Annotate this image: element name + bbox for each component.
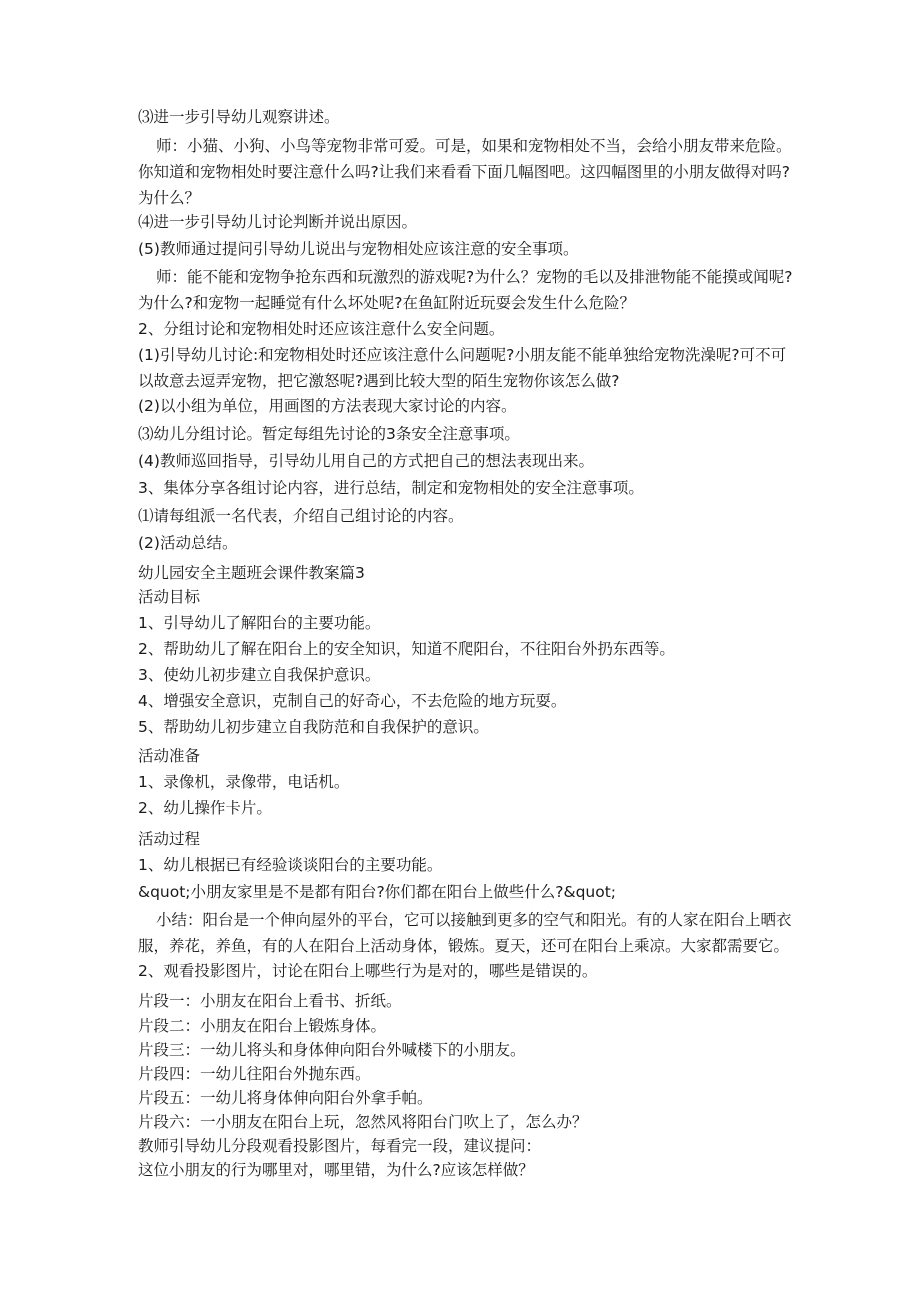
paragraph-summary: 小结：阳台是一个伸向屋外的平台，它可以接触到更多的空气和阳光。有的人家在阳台上晒衣服，养花，养鱼，有的人在阳台上活动身体，锻炼。夏天，还可在阳台上乘凉。大家都需要它。 xyxy=(138,911,792,955)
paragraph-8: (2)以小组为单位，用画图的方法表现大家讨论的内容。 xyxy=(138,397,517,415)
paragraph-process-2: 2、观看投影图片，讨论在阳台上哪些行为是对的，哪些是错误的。 xyxy=(138,962,598,980)
heading-process: 活动过程 xyxy=(138,830,201,848)
paragraph-clip-2: 片段二：小朋友在阳台上锻炼身体。 xyxy=(138,1017,387,1035)
paragraph-process-1: 1、幼儿根据已有经验谈谈阳台的主要功能。 xyxy=(138,856,443,874)
paragraph-13: (2)活动总结。 xyxy=(138,534,238,552)
paragraph-clip-5: 片段五：一幼儿将身体伸向阳台外拿手帕。 xyxy=(138,1089,433,1107)
paragraph-question: &quot;小朋友家里是不是都有阳台?你们都在阳台上做些什么?&quot; xyxy=(138,883,617,901)
paragraph-goal-2: 2、帮助幼儿了解在阳台上的安全知识，知道不爬阳台，不往阳台外扔东西等。 xyxy=(138,640,675,658)
paragraph-final-question: 这位小朋友的行为哪里对，哪里错，为什么?应该怎样做？ xyxy=(138,1161,534,1179)
paragraph-12: ⑴请每组派一名代表，介绍自己组讨论的内容。 xyxy=(138,507,464,525)
heading-preparation: 活动准备 xyxy=(138,747,201,765)
paragraph-7: (1)引导幼儿讨论:和宠物相处时还应该注意什么问题呢?小朋友能不能单独给宠物洗澡呢?可不可以故意去逗弄宠物，把它激怒呢?遇到比较大型的陌生宠物你该怎么做? xyxy=(138,346,787,390)
paragraph-1: ⑶进一步引导幼儿观察讲述。 xyxy=(138,108,340,126)
paragraph-prep-1: 1、录像机，录像带，电话机。 xyxy=(138,773,350,791)
paragraph-goal-5: 5、帮助幼儿初步建立自我防范和自我保护的意识。 xyxy=(138,718,489,736)
paragraph-10: (4)教师巡回指导，引导幼儿用自己的方式把自己的想法表现出来。 xyxy=(138,452,594,470)
paragraph-clip-1: 片段一：小朋友在阳台上看书、折纸。 xyxy=(138,992,402,1010)
paragraph-goal-1: 1、引导幼儿了解阳台的主要功能。 xyxy=(138,614,381,632)
paragraph-6: 2、分组讨论和宠物相处时还应该注意什么安全问题。 xyxy=(138,320,505,338)
paragraph-4: (5)教师通过提问引导幼儿说出与宠物相处应该注意的安全事项。 xyxy=(138,240,579,258)
paragraph-goal-3: 3、使幼儿初步建立自我保护意识。 xyxy=(138,666,381,684)
paragraph-clip-4: 片段四：一幼儿往阳台外抛东西。 xyxy=(138,1065,371,1083)
paragraph-2: 师：小猫、小狗、小鸟等宠物非常可爱。可是，如果和宠物相处不当，会给小朋友带来危险。你知道和宠物相处时要注意什么吗?让我们来看看下面几幅图吧。这四幅图里的小朋友做得对吗?为什么？ xyxy=(138,137,792,207)
paragraph-guide: 教师引导幼儿分段观看投影图片，每看完一段，建议提问： xyxy=(138,1137,542,1155)
paragraph-clip-3: 片段三：一幼儿将头和身体伸向阳台外喊楼下的小朋友。 xyxy=(138,1041,526,1059)
paragraph-5: 师：能不能和宠物争抢东西和玩激烈的游戏呢?为什么？宠物的毛以及排泄物能不能摸或闻呢?为什么?和宠物一起睡觉有什么坏处呢?在鱼缸附近玩耍会发生什么危险？ xyxy=(138,268,793,312)
paragraph-3: ⑷进一步引导幼儿讨论判断并说出原因。 xyxy=(138,213,418,231)
paragraph-11: 3、集体分享各组讨论内容，进行总结，制定和宠物相处的安全注意事项。 xyxy=(138,479,644,497)
paragraph-prep-2: 2、幼儿操作卡片。 xyxy=(138,799,272,817)
paragraph-clip-6: 片段六：一小朋友在阳台上玩，忽然风将阳台门吹上了，怎么办？ xyxy=(138,1113,588,1131)
paragraph-9: ⑶幼儿分组讨论。暂定每组先讨论的3条安全注意事项。 xyxy=(138,425,520,443)
heading-goals: 活动目标 xyxy=(138,588,201,606)
paragraph-goal-4: 4、增强安全意识，克制自己的好奇心，不去危险的地方玩耍。 xyxy=(138,692,567,710)
section-title: 幼儿园安全主题班会课件教案篇3 xyxy=(138,564,365,582)
